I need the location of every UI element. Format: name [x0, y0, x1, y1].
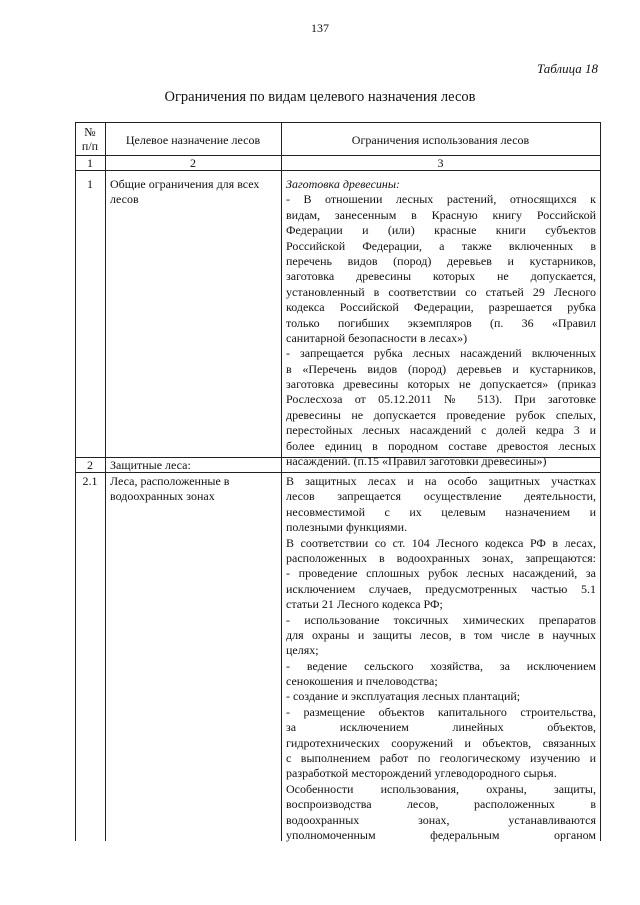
row-1-restriction-line: - запрещается рубка лесных насаждений включенных	[286, 346, 596, 361]
table-divider-col2	[281, 122, 282, 841]
row-2-1-restriction-line: гидротехнических сооружений и объектов, связанных	[286, 735, 596, 750]
row-2-1-restriction-line: исключением случаев, предусмотренных частью 5.1	[286, 581, 596, 596]
row-1-restriction-line: Рослесхоза от 05.12.2011 № 513). При заготовке	[286, 392, 596, 407]
row-1-restriction-line: видам, занесенным в Красную книгу Российской	[286, 207, 596, 222]
table-border-top	[75, 122, 601, 123]
row-2-1-purpose-line: водоохранных зонах	[110, 489, 215, 504]
row-2-1-restrictions	[286, 474, 596, 843]
row-2-1-purpose	[110, 474, 276, 505]
row-2-purpose-line: Защитные леса:	[110, 458, 191, 472]
row-2-1-restriction-line: воспроизводства лесов, расположенных в	[286, 797, 596, 812]
table-divider-col1	[105, 122, 106, 841]
row-2-1-restriction-line: статьи 21 Лесного кодекса РФ;	[286, 597, 443, 612]
row-2-1-restriction-line: за исключением линейных объектов,	[286, 720, 596, 735]
row-1-restriction-line: - В отношении лесных растений, относящихся к	[286, 192, 596, 207]
row-1-restriction-line: кодекса Российской Федерации, разрешается рубка	[286, 300, 596, 315]
row-2-1-restriction-line: - размещение объектов капитального строительства,	[286, 704, 596, 719]
row-2-number: 2	[87, 458, 93, 472]
row-2-1-restriction-line: целях;	[286, 643, 319, 658]
row-1-purpose-line: Общие ограничения для всех	[110, 177, 260, 191]
row-1-restriction-line: Российской Федерации, а также включенных в	[286, 238, 596, 253]
row-2-1-restriction-line: - ведение сельского хозяйства, за исключением	[286, 658, 596, 673]
row-2-1-restriction-line: расположенных в водоохранных зонах, запрещаются:	[286, 550, 596, 565]
row-1-restriction-line: древесины не допускается проведение рубок спелых,	[286, 407, 596, 422]
row-1-restriction-line: Федерации и (или) красные книги субъектов	[286, 223, 596, 238]
row-1-restriction-line: перечень видов (пород) деревьев и кустарников,	[286, 253, 596, 268]
row-1-restriction-line: в «Перечень видов (пород) деревьев и кустарников,	[286, 361, 596, 376]
row-1-restriction-line: более единиц в породном составе древостоя лесных	[286, 438, 596, 453]
row-1-restriction-line: санитарной безопасности в лесах»)	[286, 330, 468, 345]
row-2-1-restriction-line: лесов запрещается осуществление деятельности,	[286, 489, 596, 504]
header-number	[75, 125, 105, 153]
column-number-1: 1	[87, 156, 93, 170]
row-1-number: 1	[87, 177, 93, 191]
row-2-1-restriction-line: сенокошения и пчеловодства;	[286, 674, 438, 689]
row-2-1-restriction-line: водоохранных зонах, устанавливаются	[286, 812, 596, 827]
row-1-purpose	[110, 177, 276, 208]
header-number-abbr: п/п	[81, 139, 99, 153]
row-2-1-restriction-line: разработкой месторождений углеводородного сырья.	[286, 766, 557, 781]
row-2-1-restriction-line: Особенности использования, охраны, защиты,	[286, 781, 596, 796]
header-number-symbol: №	[84, 125, 96, 139]
row-1-restriction-line: заготовка древесины которых не допускается» (приказ	[286, 377, 596, 392]
row-2-1-restriction-line: уполномоченным федеральным органом	[286, 827, 596, 842]
row-2-1-number: 2.1	[82, 474, 98, 488]
row-1-restriction-line: заготовка древесины которых не допускается,	[286, 269, 596, 284]
header-purpose: Целевое назначение лесов	[125, 133, 261, 147]
row-2-1-restriction-line: В защитных лесах и на особо защитных участках	[286, 474, 596, 488]
page-number: 137	[311, 21, 329, 35]
row-2-1-restriction-line: полезными функциями.	[286, 520, 408, 535]
row-1-purpose-line: лесов	[110, 192, 139, 207]
document-title: Ограничения по видам целевого назначения лесов	[164, 89, 476, 105]
row-1-restriction-line: Заготовка древесины:	[286, 177, 400, 191]
row-2-1-restriction-line: для охраны и защиты лесов, в том числе в научных	[286, 627, 596, 642]
row-1-restriction-line: перестойных лесных насаждений с долей кедра 3 и	[286, 423, 596, 438]
table-divider-colnums	[75, 170, 601, 171]
column-number-2: 2	[190, 156, 196, 170]
row-2-1-restriction-line: несовместимой с их целевым назначением и	[286, 504, 596, 519]
row-2-1-purpose-line: Леса, расположенные в	[110, 474, 230, 488]
header-restrictions: Ограничения использования лесов	[351, 133, 530, 147]
row-1-restriction-line: только погибших экземпляров (п. 36 «Правил	[286, 315, 596, 330]
row-2-1-restriction-line: - создание и эксплуатация лесных плантаций;	[286, 689, 521, 704]
row-2-purpose	[110, 458, 276, 473]
row-1-restriction-line: установленный в соответствии со статьей 29 Лесного	[286, 284, 596, 299]
row-1-restrictions	[286, 177, 596, 469]
column-number-3: 3	[437, 156, 444, 170]
row-1-restriction-line: насаждений. (п.15 «Правил заготовки древесины»)	[286, 454, 547, 469]
row-2-1-restriction-line: В соответствии со ст. 104 Лесного кодекса РФ в лесах,	[286, 535, 596, 550]
table-label: Таблица 18	[536, 61, 598, 76]
table-border-right	[600, 122, 601, 841]
row-2-1-restriction-line: - проведение сплошных рубок лесных насаждений, за	[286, 566, 596, 581]
row-2-1-restriction-line: - использование токсичных химических препаратов	[286, 612, 596, 627]
row-2-1-restriction-line: с выполнением работ по геологическому изучению и	[286, 751, 596, 766]
